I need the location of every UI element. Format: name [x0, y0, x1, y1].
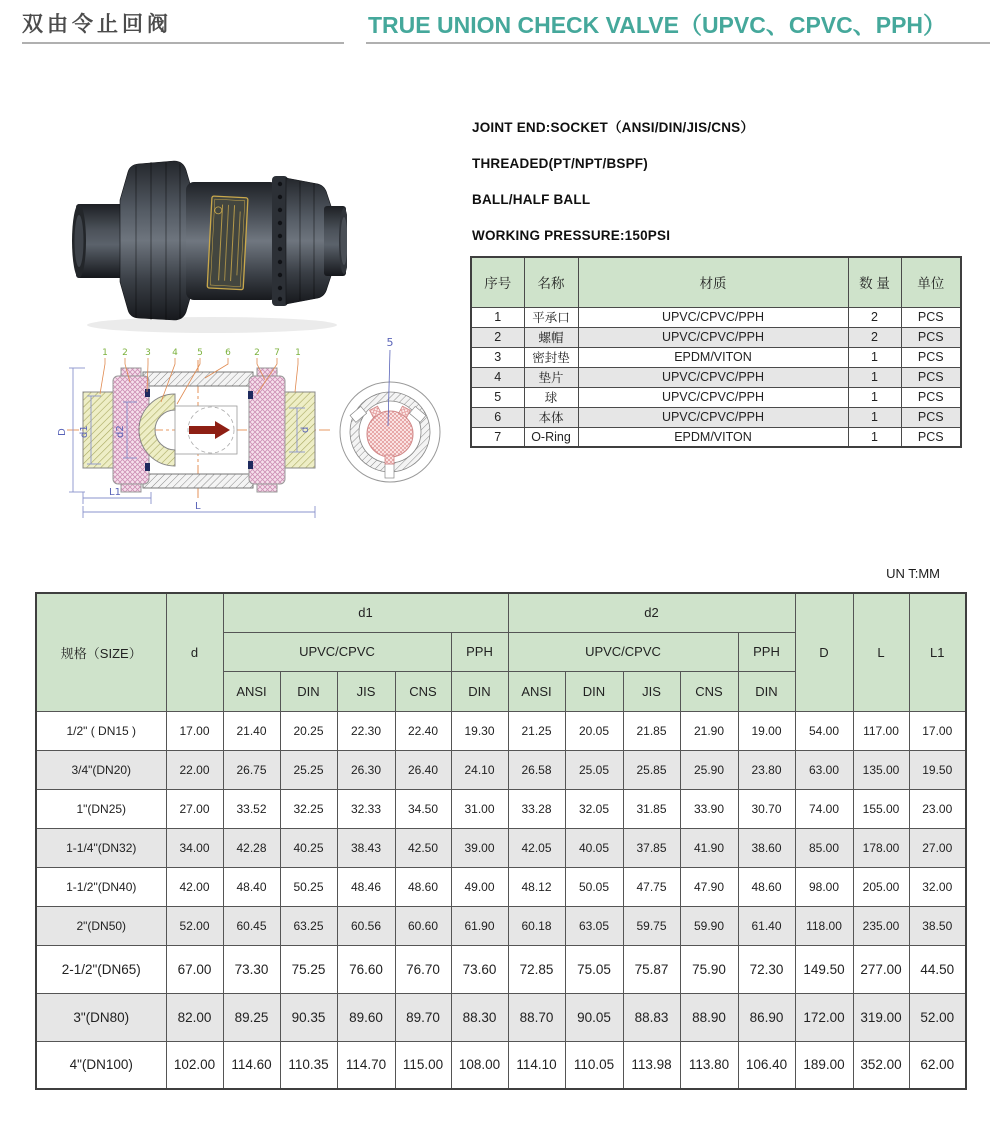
d2-cell: 33.90: [680, 789, 738, 828]
L1-cell: 38.50: [909, 906, 966, 945]
d2-cell: 50.05: [565, 867, 623, 906]
d-cell: 102.00: [166, 1041, 223, 1089]
d2-cell: 47.75: [623, 867, 680, 906]
d1-cell: 63.25: [280, 906, 337, 945]
part-qty: 2: [848, 327, 901, 347]
d1-cell: 42.50: [395, 828, 451, 867]
d-cell: 52.00: [166, 906, 223, 945]
part-name: 平承口: [524, 307, 578, 327]
part-material: UPVC/CPVC/PPH: [578, 307, 848, 327]
page-title-english: TRUE UNION CHECK VALVE（UPVC、CPVC、PPH）: [368, 12, 947, 38]
d1-cell: 48.60: [395, 867, 451, 906]
dimension-table-row: [36, 711, 966, 750]
d2-cell: 88.70: [508, 993, 565, 1041]
d2-cell: 25.90: [680, 750, 738, 789]
size-cell: 1-1/4"(DN32): [36, 828, 166, 867]
L-cell: 352.00: [853, 1041, 909, 1089]
L-cell: 235.00: [853, 906, 909, 945]
dim-header-std-pphdin-1: DIN: [451, 671, 508, 711]
d2-cell: 48.60: [738, 867, 795, 906]
d1-cell: 90.35: [280, 993, 337, 1041]
d2-cell: 38.60: [738, 828, 795, 867]
d2-cell: 25.85: [623, 750, 680, 789]
dimension-table-row: [36, 906, 966, 945]
part-unit: PCS: [901, 347, 961, 367]
d-cell: 27.00: [166, 789, 223, 828]
dim-header-std-jis-1: JIS: [337, 671, 395, 711]
d1-cell: 60.45: [223, 906, 280, 945]
parts-table-row: [471, 307, 961, 327]
part-unit: PCS: [901, 387, 961, 407]
spec-working-pressure: WORKING PRESSURE:150PSI: [472, 228, 671, 243]
L1-cell: 27.00: [909, 828, 966, 867]
part-material: UPVC/CPVC/PPH: [578, 327, 848, 347]
d1-cell: 49.00: [451, 867, 508, 906]
d-cell: 17.00: [166, 711, 223, 750]
callout-7: 7: [274, 348, 280, 358]
L-cell: 155.00: [853, 789, 909, 828]
page-title-chinese: 双由令止回阀: [22, 13, 172, 36]
part-no: 6: [471, 407, 524, 427]
dim-header-std-cns-1: CNS: [395, 671, 451, 711]
technical-drawing: [45, 332, 465, 520]
part-name: 本体: [524, 407, 578, 427]
part-material: UPVC/CPVC/PPH: [578, 367, 848, 387]
callout-1: 1: [102, 348, 108, 358]
d2-cell: 21.90: [680, 711, 738, 750]
d2-cell: 48.12: [508, 867, 565, 906]
d-cell: 22.00: [166, 750, 223, 789]
dimension-table-row: [36, 867, 966, 906]
D-cell: 189.00: [795, 1041, 853, 1089]
callout-6: 6: [225, 348, 231, 358]
part-material: EPDM/VITON: [578, 347, 848, 367]
d1-cell: 26.30: [337, 750, 395, 789]
L1-cell: 32.00: [909, 867, 966, 906]
dim-header-std-din-1: DIN: [280, 671, 337, 711]
parts-table-row: [471, 327, 961, 347]
part-qty: 1: [848, 427, 901, 447]
size-cell: 2-1/2"(DN65): [36, 945, 166, 993]
spec-threaded: THREADED(PT/NPT/BSPF): [472, 156, 648, 171]
parts-header-material: 材质: [578, 257, 848, 307]
d2-cell: 21.25: [508, 711, 565, 750]
d2-cell: 61.40: [738, 906, 795, 945]
dim-header-material-upvc-2: UPVC/CPVC: [508, 632, 738, 671]
dim-header-std-din-2: DIN: [565, 671, 623, 711]
d2-cell: 42.05: [508, 828, 565, 867]
d1-cell: 34.50: [395, 789, 451, 828]
d1-cell: 73.60: [451, 945, 508, 993]
d2-cell: 72.30: [738, 945, 795, 993]
d1-cell: 24.10: [451, 750, 508, 789]
dim-header-material-upvc-1: UPVC/CPVC: [223, 632, 451, 671]
d2-cell: 59.90: [680, 906, 738, 945]
d1-cell: 50.25: [280, 867, 337, 906]
dim-header-std-ansi-2: ANSI: [508, 671, 565, 711]
d1-cell: 22.30: [337, 711, 395, 750]
d1-cell: 60.60: [395, 906, 451, 945]
d1-cell: 33.52: [223, 789, 280, 828]
d2-cell: 90.05: [565, 993, 623, 1041]
part-name: 密封垫: [524, 347, 578, 367]
spec-list: [472, 110, 754, 254]
d2-cell: 19.00: [738, 711, 795, 750]
part-no: 2: [471, 327, 524, 347]
d1-cell: 42.28: [223, 828, 280, 867]
valve-gold-label: [207, 196, 248, 290]
d1-cell: 76.60: [337, 945, 395, 993]
dim-header-row-1: [36, 593, 966, 632]
d-cell: 34.00: [166, 828, 223, 867]
d1-cell: 48.46: [337, 867, 395, 906]
dim-header-d1: d1: [223, 593, 508, 632]
d2-cell: 86.90: [738, 993, 795, 1041]
part-name: 螺帽: [524, 327, 578, 347]
part-material: UPVC/CPVC/PPH: [578, 407, 848, 427]
part-qty: 2: [848, 307, 901, 327]
part-no: 1: [471, 307, 524, 327]
section-body-top: [143, 372, 253, 386]
L1-cell: 23.00: [909, 789, 966, 828]
d2-cell: 60.18: [508, 906, 565, 945]
dimension-table-row: [36, 1041, 966, 1089]
photo-shadow: [87, 317, 337, 333]
L-cell: 205.00: [853, 867, 909, 906]
d1-cell: 26.40: [395, 750, 451, 789]
d1-cell: 75.25: [280, 945, 337, 993]
d2-cell: 110.05: [565, 1041, 623, 1089]
part-material: UPVC/CPVC/PPH: [578, 387, 848, 407]
d2-cell: 33.28: [508, 789, 565, 828]
d2-cell: 106.40: [738, 1041, 795, 1089]
parts-header-name: 名称: [524, 257, 578, 307]
callout-2: 2: [122, 348, 128, 358]
d2-cell: 41.90: [680, 828, 738, 867]
part-name: O-Ring: [524, 427, 578, 447]
L-cell: 319.00: [853, 993, 909, 1041]
part-unit: PCS: [901, 407, 961, 427]
D-cell: 149.50: [795, 945, 853, 993]
size-cell: 3"(DN80): [36, 993, 166, 1041]
d2-cell: 75.05: [565, 945, 623, 993]
size-cell: 1-1/2"(DN40): [36, 867, 166, 906]
end-view-ball: [367, 411, 413, 457]
part-no: 7: [471, 427, 524, 447]
parts-table-row: [471, 347, 961, 367]
size-cell: 2"(DN50): [36, 906, 166, 945]
d1-cell: 110.35: [280, 1041, 337, 1089]
parts-header-qty: 数 量: [848, 257, 901, 307]
d2-cell: 26.58: [508, 750, 565, 789]
d2-cell: 23.80: [738, 750, 795, 789]
d1-cell: 21.40: [223, 711, 280, 750]
dim-label-d2: d2: [115, 425, 126, 438]
part-no: 5: [471, 387, 524, 407]
d2-cell: 88.83: [623, 993, 680, 1041]
parts-table-row: [471, 367, 961, 387]
dim-header-L1: L1: [909, 593, 966, 711]
L1-cell: 17.00: [909, 711, 966, 750]
d1-cell: 108.00: [451, 1041, 508, 1089]
d2-cell: 40.05: [565, 828, 623, 867]
parts-header-no: 序号: [471, 257, 524, 307]
L-cell: 117.00: [853, 711, 909, 750]
d1-cell: 88.30: [451, 993, 508, 1041]
d1-cell: 38.43: [337, 828, 395, 867]
parts-table: [470, 256, 962, 448]
d-cell: 42.00: [166, 867, 223, 906]
d1-cell: 40.25: [280, 828, 337, 867]
d1-cell: 114.70: [337, 1041, 395, 1089]
D-cell: 63.00: [795, 750, 853, 789]
d2-cell: 63.05: [565, 906, 623, 945]
dim-header-d2: d2: [508, 593, 795, 632]
part-unit: PCS: [901, 307, 961, 327]
D-cell: 54.00: [795, 711, 853, 750]
part-unit: PCS: [901, 427, 961, 447]
d-cell: 67.00: [166, 945, 223, 993]
d1-cell: 61.90: [451, 906, 508, 945]
d1-cell: 76.70: [395, 945, 451, 993]
d2-cell: 72.85: [508, 945, 565, 993]
d2-cell: 32.05: [565, 789, 623, 828]
part-material: EPDM/VITON: [578, 427, 848, 447]
L1-cell: 19.50: [909, 750, 966, 789]
d2-cell: 25.05: [565, 750, 623, 789]
valve-left-union-nut: [120, 161, 193, 320]
dim-label-d: d: [300, 426, 311, 433]
spec-ball: BALL/HALF BALL: [472, 192, 591, 207]
d1-cell: 19.30: [451, 711, 508, 750]
part-qty: 1: [848, 387, 901, 407]
dimension-table-row: [36, 993, 966, 1041]
d2-cell: 113.80: [680, 1041, 738, 1089]
D-cell: 118.00: [795, 906, 853, 945]
d1-cell: 32.33: [337, 789, 395, 828]
d2-cell: 114.10: [508, 1041, 565, 1089]
section-right-nut: [249, 376, 285, 484]
part-qty: 1: [848, 347, 901, 367]
d2-cell: 47.90: [680, 867, 738, 906]
d2-cell: 21.85: [623, 711, 680, 750]
L1-cell: 44.50: [909, 945, 966, 993]
part-name: 垫片: [524, 367, 578, 387]
d1-cell: 32.25: [280, 789, 337, 828]
dim-header-size: 规格（SIZE）: [36, 593, 166, 711]
parts-table-row: [471, 427, 961, 447]
L-cell: 135.00: [853, 750, 909, 789]
d1-cell: 20.25: [280, 711, 337, 750]
L-cell: 277.00: [853, 945, 909, 993]
part-unit: PCS: [901, 327, 961, 347]
callout-3: 3: [145, 348, 151, 358]
title-underline-left: [22, 42, 344, 44]
end-view: [340, 336, 440, 482]
parts-header-unit: 单位: [901, 257, 961, 307]
d2-cell: 88.90: [680, 993, 738, 1041]
d2-cell: 37.85: [623, 828, 680, 867]
dim-header-material-pph-2: PPH: [738, 632, 795, 671]
section-body-bottom: [143, 474, 253, 488]
part-no: 4: [471, 367, 524, 387]
d1-cell: 31.00: [451, 789, 508, 828]
parts-table-body: [471, 307, 961, 447]
dim-header-std-jis-2: JIS: [623, 671, 680, 711]
d1-cell: 89.60: [337, 993, 395, 1041]
callout-4: 4: [172, 348, 178, 358]
D-cell: 85.00: [795, 828, 853, 867]
dimension-table-row: [36, 750, 966, 789]
title-underline-right: [366, 42, 990, 44]
product-photo: [62, 142, 347, 337]
parts-table-row: [471, 407, 961, 427]
dimension-table-row: [36, 945, 966, 993]
spec-joint-end: JOINT END:SOCKET（ANSI/DIN/JIS/CNS）: [472, 120, 755, 135]
d1-cell: 25.25: [280, 750, 337, 789]
d2-cell: 30.70: [738, 789, 795, 828]
unit-note: UN T:MM: [886, 566, 940, 581]
size-cell: 4"(DN100): [36, 1041, 166, 1089]
end-view-callout-5: 5: [386, 336, 394, 349]
size-cell: 1"(DN25): [36, 789, 166, 828]
dim-label-d1: d1: [79, 425, 90, 438]
d2-cell: 20.05: [565, 711, 623, 750]
d1-cell: 114.60: [223, 1041, 280, 1089]
dimension-table-row: [36, 789, 966, 828]
d1-cell: 39.00: [451, 828, 508, 867]
d1-cell: 22.40: [395, 711, 451, 750]
d1-cell: 73.30: [223, 945, 280, 993]
d1-cell: 48.40: [223, 867, 280, 906]
part-unit: PCS: [901, 367, 961, 387]
d1-cell: 26.75: [223, 750, 280, 789]
dim-header-material-pph-1: PPH: [451, 632, 508, 671]
parts-table-header-row: [471, 257, 961, 307]
dim-header-std-pphdin-2: DIN: [738, 671, 795, 711]
dim-label-L1: L1: [109, 487, 121, 498]
L1-cell: 62.00: [909, 1041, 966, 1089]
d2-cell: 113.98: [623, 1041, 680, 1089]
d1-cell: 60.56: [337, 906, 395, 945]
D-cell: 98.00: [795, 867, 853, 906]
part-qty: 1: [848, 367, 901, 387]
dim-header-L: L: [853, 593, 909, 711]
callout-2b: 2: [254, 348, 260, 358]
dim-label-L: L: [195, 501, 201, 512]
size-cell: 1/2" ( DN15 ): [36, 711, 166, 750]
dimension-table-row: [36, 828, 966, 867]
d2-cell: 75.90: [680, 945, 738, 993]
callout-5: 5: [197, 348, 203, 358]
parts-table-row: [471, 387, 961, 407]
d1-cell: 115.00: [395, 1041, 451, 1089]
d1-cell: 89.70: [395, 993, 451, 1041]
callout-numbers: [102, 348, 301, 358]
part-name: 球: [524, 387, 578, 407]
d2-cell: 75.87: [623, 945, 680, 993]
D-cell: 172.00: [795, 993, 853, 1041]
dimension-table: [35, 592, 967, 1090]
L1-cell: 52.00: [909, 993, 966, 1041]
part-no: 3: [471, 347, 524, 367]
D-cell: 74.00: [795, 789, 853, 828]
dim-header-std-cns-2: CNS: [680, 671, 738, 711]
callout-1b: 1: [295, 348, 301, 358]
dim-label-D: D: [57, 428, 68, 436]
dim-header-d: d: [166, 593, 223, 711]
d-cell: 82.00: [166, 993, 223, 1041]
part-qty: 1: [848, 407, 901, 427]
dim-header-D: D: [795, 593, 853, 711]
d2-cell: 31.85: [623, 789, 680, 828]
d1-cell: 89.25: [223, 993, 280, 1041]
d2-cell: 59.75: [623, 906, 680, 945]
size-cell: 3/4"(DN20): [36, 750, 166, 789]
dimension-table-body: [36, 711, 966, 1089]
L-cell: 178.00: [853, 828, 909, 867]
dim-header-std-ansi-1: ANSI: [223, 671, 280, 711]
